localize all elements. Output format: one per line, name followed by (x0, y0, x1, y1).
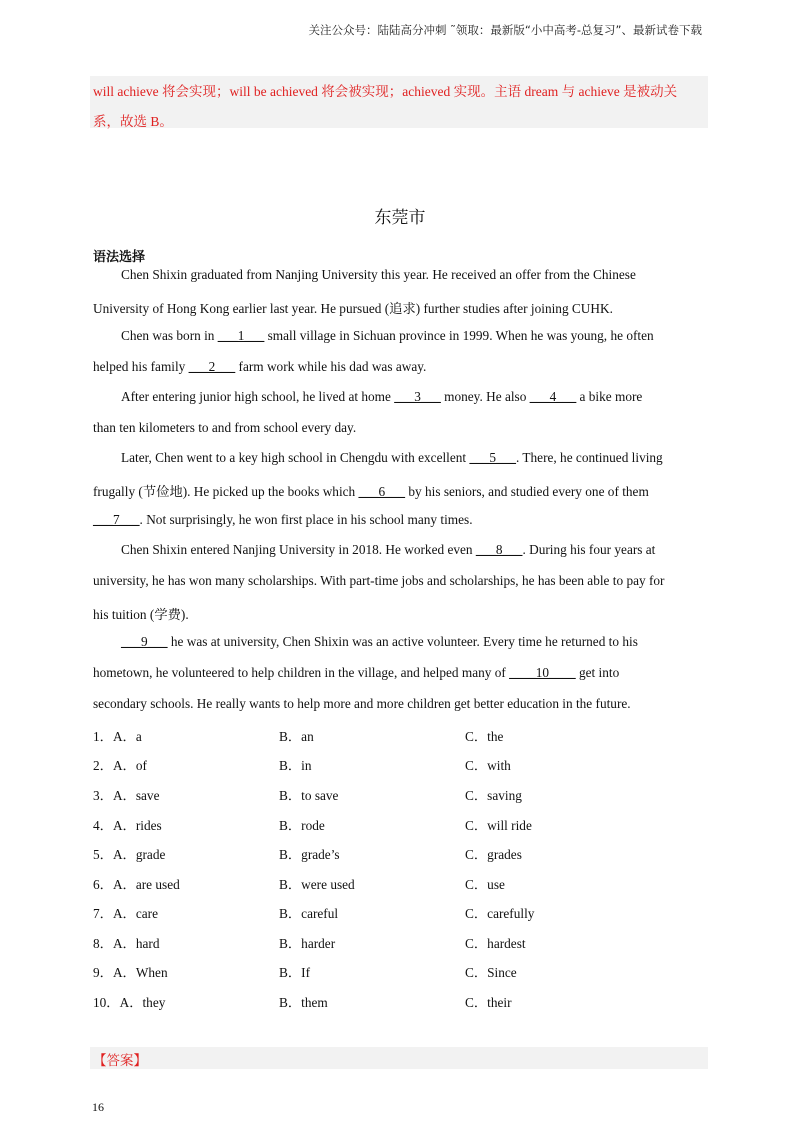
passage-line: university, he has won many scholarships. With part-time jobs and scholarships, he has been able to pay for (93, 573, 665, 588)
passage-line: Later, Chen went to a key high school in Chengdu with excellent ___5___. There, he continued living (121, 450, 663, 465)
passage-line: his tuition (学费). (93, 607, 189, 622)
option-c: C．will ride (465, 818, 532, 833)
blank-7: ___7___ (93, 512, 140, 527)
passage-line: frugally (节俭地). He picked up the books which ___6___ by his seniors, and studied every one of them (93, 484, 649, 499)
answer-label: 【答案】 (93, 1053, 147, 1069)
option-c: C．carefully (465, 906, 535, 921)
previous-answer-line-1: will achieve 将会实现；will be achieved 将会被实现；achieved 实现。主语 dream 与 achieve 是被动关 (93, 84, 678, 99)
blank-8: ___8___ (475, 542, 523, 557)
passage-line: ___7___. Not surprisingly, he won first place in his school many times. (93, 512, 473, 527)
page-header: 关注公众号：陆陆高分冲刺 ˜领取：最新版“小中高考-总复习”、最新试卷下载 (308, 23, 702, 37)
option-b: B．careful (279, 906, 339, 921)
option-a: 9．A．When (93, 965, 168, 980)
option-c: C．the (465, 729, 504, 744)
passage-line: than ten kilometers to and from school every day. (93, 420, 357, 435)
blank-5: ___5___ (469, 450, 516, 465)
blank-6: ___6___ (358, 484, 406, 499)
option-a: 8．A．hard (93, 936, 160, 951)
section-title: 语法选择 (93, 250, 146, 265)
blank-9: ___9___ (121, 634, 168, 649)
passage-line: After entering junior high school, he lived at home ___3___ money. He also ___4___ a bike more (121, 389, 643, 404)
option-b: B．to save (279, 788, 339, 803)
option-c: C．with (465, 758, 511, 773)
option-a: 5．A．grade (93, 847, 166, 862)
city-title: 东莞市 (374, 208, 426, 228)
option-a: 3．A．save (93, 788, 160, 803)
page-number: 16 (92, 1100, 104, 1114)
option-a: 1．A．a (93, 729, 142, 744)
option-b: B．in (279, 758, 312, 773)
blank-4: ___4___ (529, 389, 577, 404)
option-a: 4．A．rides (93, 818, 162, 833)
blank-2: ___2___ (188, 359, 236, 374)
option-b: B．If (279, 965, 311, 980)
answer-box (90, 1047, 708, 1069)
passage-line: Chen was born in ___1___ small village in Sichuan province in 1999. When he was young, he often (121, 328, 654, 343)
blank-3: ___3___ (394, 389, 441, 404)
blank-1: ___1___ (217, 328, 265, 343)
option-c: C．Since (465, 965, 517, 980)
option-b: B．harder (279, 936, 336, 951)
option-b: B．an (279, 729, 314, 744)
option-b: B．grade’s (279, 847, 340, 862)
option-b: B．rode (279, 818, 325, 833)
option-c: C．use (465, 877, 505, 892)
option-a: 10．A．they (93, 995, 166, 1010)
option-c: C．saving (465, 788, 522, 803)
passage-line: Chen Shixin entered Nanjing University in 2018. He worked even ___8___. During his four years at (121, 542, 656, 557)
passage-line: secondary schools. He really wants to help more and more children get better education in the future. (93, 696, 631, 711)
option-a: 6．A．are used (93, 877, 180, 892)
option-c: C．their (465, 995, 512, 1010)
option-a: 2．A．of (93, 758, 147, 773)
option-b: B．were used (279, 877, 355, 892)
passage-line: ___9___ he was at university, Chen Shixin was an active volunteer. Every time he returned to his (121, 634, 638, 649)
passage-line: University of Hong Kong earlier last year. He pursued (追求) further studies after joining CUHK. (93, 301, 613, 316)
option-c: C．grades (465, 847, 522, 862)
option-b: B．them (279, 995, 328, 1010)
passage-line: helped his family ___2___ farm work while his dad was away. (93, 359, 427, 374)
option-a: 7．A．care (93, 906, 158, 921)
blank-10: ____10____ (509, 665, 576, 680)
passage-line: Chen Shixin graduated from Nanjing University this year. He received an offer from the Chinese (121, 267, 636, 282)
option-c: C．hardest (465, 936, 526, 951)
passage-line: hometown, he volunteered to help children in the village, and helped many of ____10____ get into (93, 665, 620, 680)
previous-answer-line-2: 系，故选 B。 (93, 114, 173, 129)
